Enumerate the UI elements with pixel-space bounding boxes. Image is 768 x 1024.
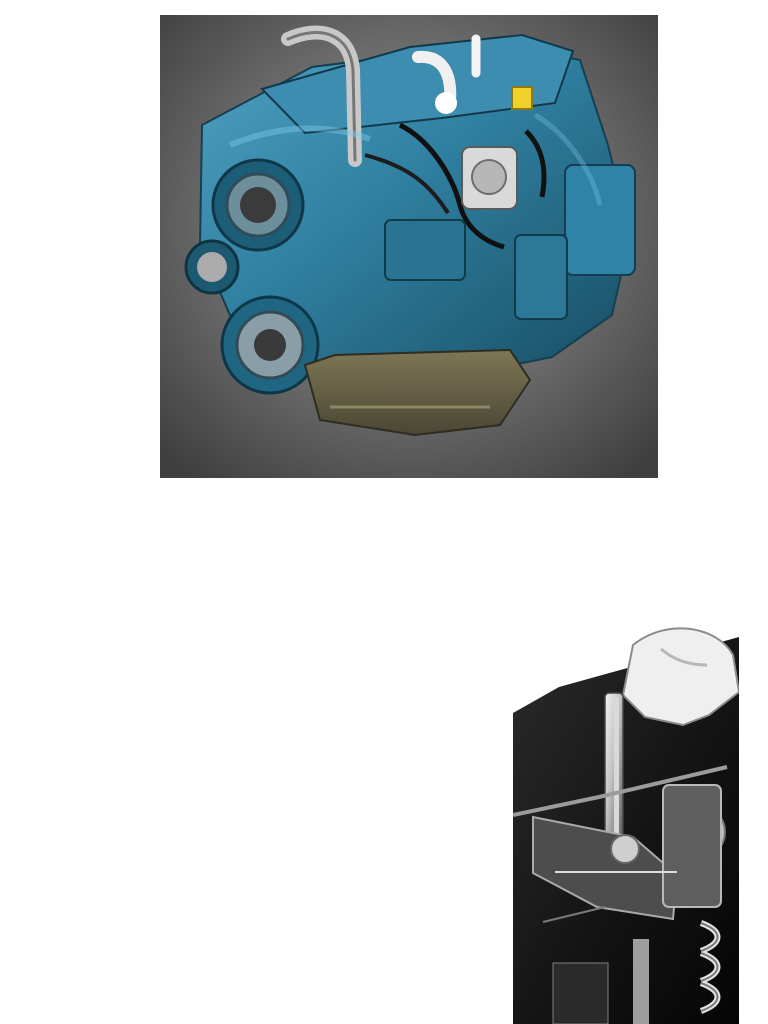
- engine-photo: [160, 15, 658, 478]
- valve-adjustment-illustration: [513, 607, 739, 1024]
- instruction-column: [59, 630, 469, 662]
- valve-adjustment-photo: [513, 607, 739, 1024]
- engine-illustration: [160, 15, 658, 478]
